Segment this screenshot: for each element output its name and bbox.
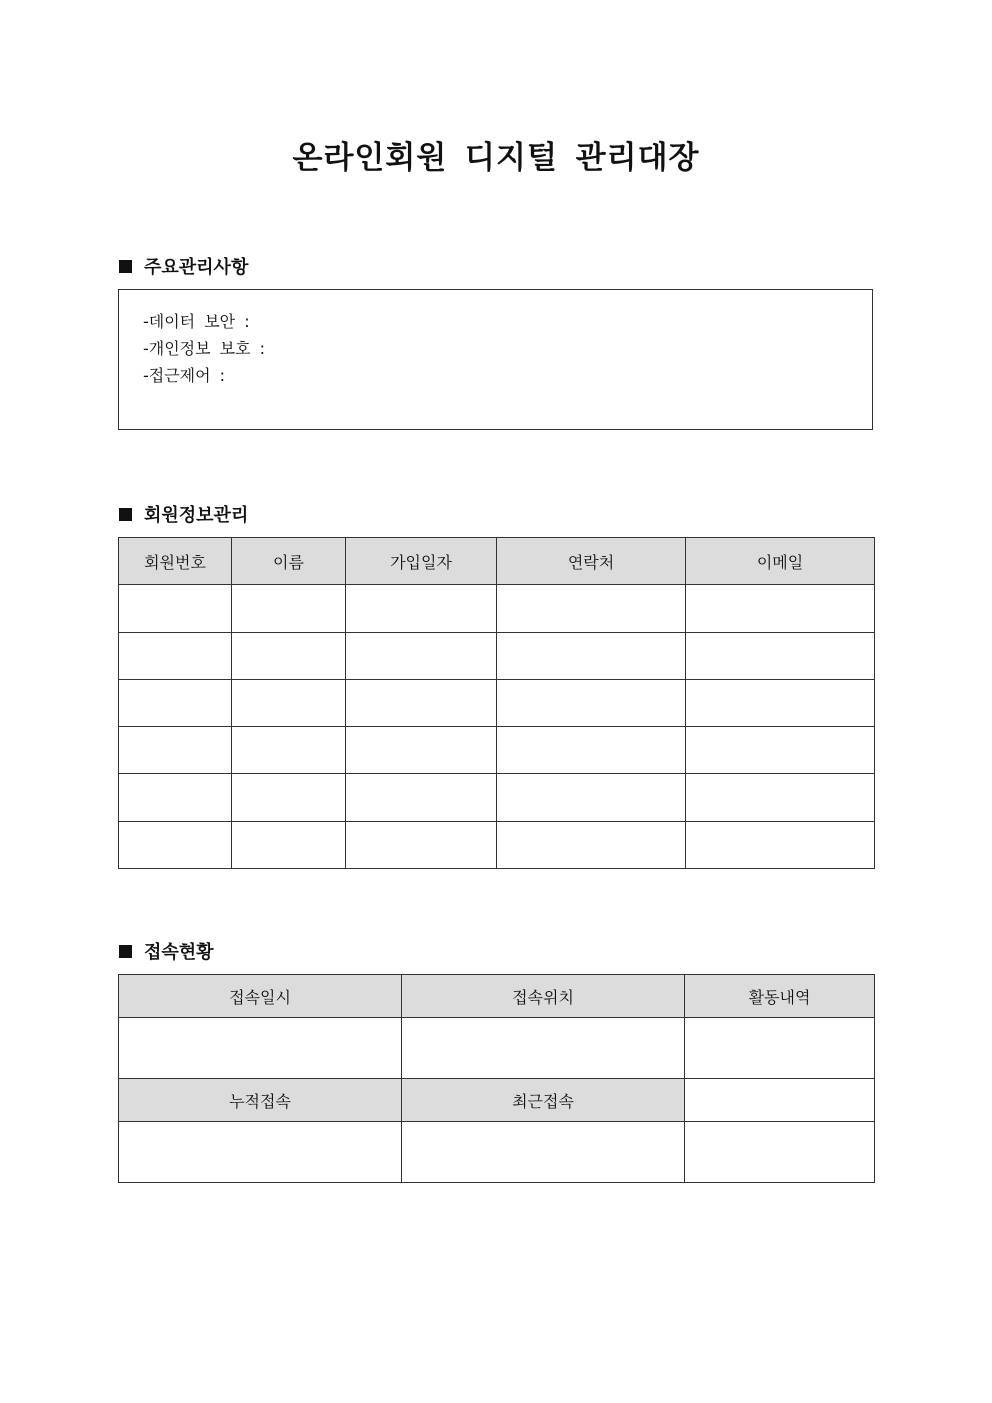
table-cell[interactable] — [497, 727, 686, 774]
table-cell[interactable] — [402, 1018, 685, 1079]
table-cell[interactable] — [497, 680, 686, 727]
table-cell[interactable] — [232, 727, 346, 774]
table-cell[interactable] — [497, 822, 686, 869]
table-cell[interactable] — [232, 822, 346, 869]
table-cell[interactable] — [686, 822, 875, 869]
page-title: 온라인회원 디지털 관리대장 — [292, 140, 700, 176]
table-row — [119, 585, 875, 633]
table-cell[interactable] — [346, 822, 497, 869]
table-cell[interactable] — [346, 774, 497, 822]
table-cell[interactable] — [497, 633, 686, 680]
table-cell[interactable] — [497, 585, 686, 633]
access-status-table — [118, 974, 875, 1183]
table-cell[interactable] — [232, 774, 346, 822]
table-cell[interactable] — [685, 1122, 875, 1183]
table-cell[interactable] — [119, 727, 232, 774]
table-cell[interactable] — [119, 774, 232, 822]
header-email: 이메일 — [686, 538, 875, 585]
table-row — [119, 822, 875, 869]
section-heading-label: 주요관리사항 — [144, 257, 249, 278]
header-join-date: 가입일자 — [346, 538, 497, 585]
table-cell[interactable] — [346, 585, 497, 633]
member-info-table — [118, 537, 875, 869]
table-cell[interactable] — [685, 1018, 875, 1079]
table-cell[interactable] — [686, 633, 875, 680]
table-row — [119, 1018, 875, 1079]
management-notes-box — [118, 289, 873, 430]
table-cell[interactable] — [119, 633, 232, 680]
table-cell[interactable] — [685, 1079, 875, 1122]
table-row — [119, 727, 875, 774]
table-cell[interactable] — [232, 680, 346, 727]
table-cell[interactable] — [119, 1018, 402, 1079]
section-heading-members — [119, 501, 248, 527]
table-cell[interactable] — [346, 727, 497, 774]
table-cell[interactable] — [119, 1122, 402, 1183]
table-cell[interactable] — [346, 680, 497, 727]
table-cell[interactable] — [402, 1122, 685, 1183]
table-cell[interactable] — [686, 680, 875, 727]
table-cell[interactable] — [346, 633, 497, 680]
table-header-row — [119, 1079, 875, 1122]
table-cell[interactable] — [686, 774, 875, 822]
header-access-datetime: 접속일시 — [119, 975, 402, 1018]
table-cell[interactable] — [119, 822, 232, 869]
table-row — [119, 633, 875, 680]
note-privacy-protection: -개인정보 보호 : — [143, 339, 266, 358]
table-cell[interactable] — [686, 727, 875, 774]
header-recent-access: 최근접속 — [402, 1079, 685, 1122]
note-access-control: -접근제어 : — [143, 366, 226, 385]
square-bullet-icon — [119, 945, 132, 958]
note-data-security: -데이터 보안 : — [143, 312, 250, 331]
header-name: 이름 — [232, 538, 346, 585]
table-header-row — [119, 975, 875, 1018]
table-cell[interactable] — [232, 633, 346, 680]
section-heading-access — [119, 938, 214, 964]
table-row — [119, 680, 875, 727]
square-bullet-icon — [119, 508, 132, 521]
header-member-number: 회원번호 — [119, 538, 232, 585]
header-access-location: 접속위치 — [402, 975, 685, 1018]
table-cell[interactable] — [119, 680, 232, 727]
header-contact: 연락처 — [497, 538, 686, 585]
table-cell[interactable] — [119, 585, 232, 633]
section-heading-management — [119, 253, 248, 279]
table-header-row — [119, 538, 875, 585]
table-cell[interactable] — [686, 585, 875, 633]
table-row — [119, 774, 875, 822]
table-cell[interactable] — [232, 585, 346, 633]
square-bullet-icon — [119, 260, 132, 273]
table-cell[interactable] — [497, 774, 686, 822]
section-heading-label: 회원정보관리 — [144, 505, 249, 526]
section-heading-label: 접속현황 — [144, 942, 214, 963]
table-row — [119, 1122, 875, 1183]
header-cumulative-access: 누적접속 — [119, 1079, 402, 1122]
header-activity-log: 활동내역 — [685, 975, 875, 1018]
